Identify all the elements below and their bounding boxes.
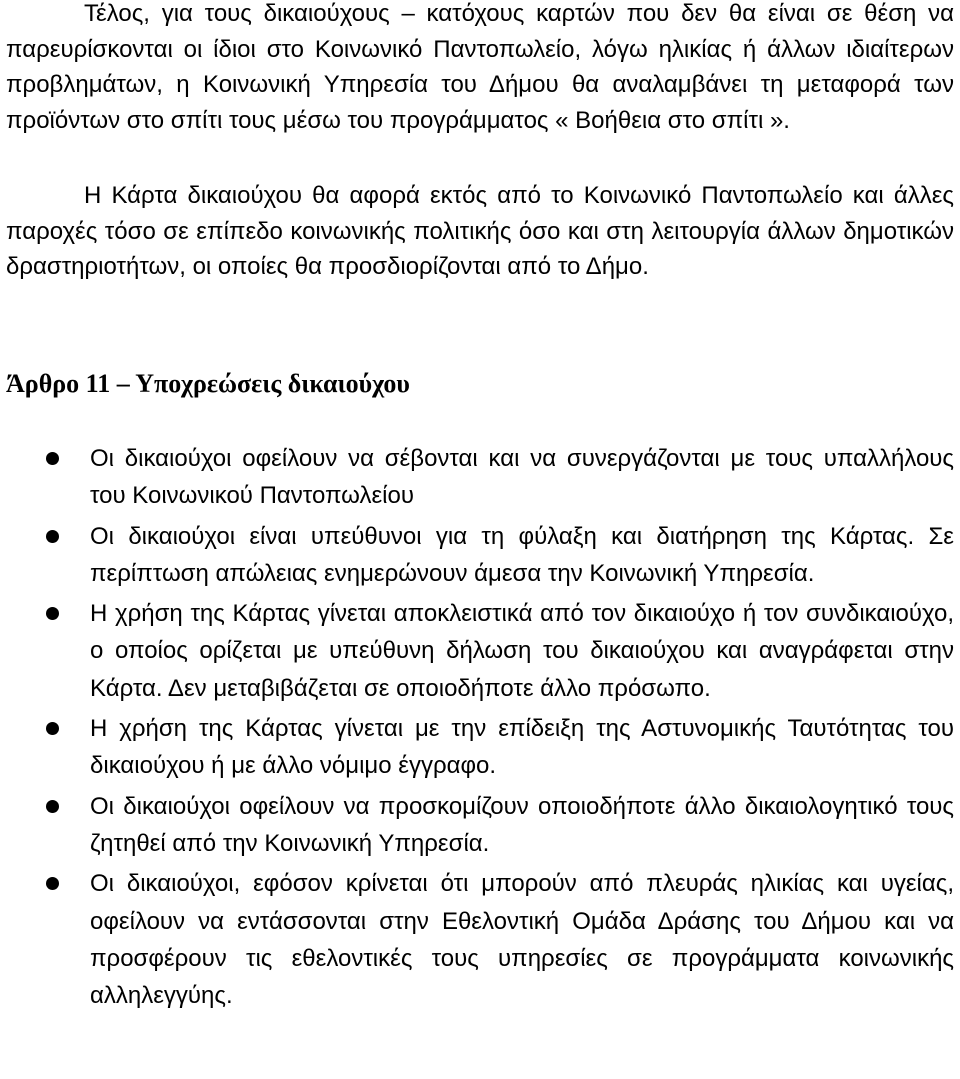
bullet-icon xyxy=(46,722,59,735)
paragraph-card-benefits: Η Κάρτα δικαιούχου θα αφορά εκτός από το Κοινωνικό Παντοπωλείο και άλλες παροχές τόσο σε επίπεδο κοινωνικής πολιτικής όσο και στη λειτουργία άλλων δημοτικών δραστηριοτήτων, οι οποίες θα προσδιορίζονται από το Δήμο. xyxy=(6,182,954,280)
obligations-list xyxy=(0,440,960,1017)
list-item xyxy=(0,595,960,707)
bullet-icon xyxy=(46,452,59,465)
list-item-text: Οι δικαιούχοι, εφόσον κρίνεται ότι μπορούν από πλευράς ηλικίας και υγείας, οφείλουν να εντάσσονται στην Εθελοντική Ομάδα Δράσης του Δήμου και να προσφέρουν τις εθελοντικές τους υπηρεσίες σε προγράμματα κοινωνικής αλληλεγγύης. xyxy=(90,870,954,1010)
list-item-text: Οι δικαιούχοι οφείλουν να προσκομίζουν οποιοδήποτε άλλο δικαιολογητικό τους ζητηθεί από την Κοινωνική Υπηρεσία. xyxy=(90,792,954,857)
list-item-text: Οι δικαιούχοι οφείλουν να σέβονται και να συνεργάζονται με τους υπαλλήλους του Κοινωνικού Παντοπωλείου xyxy=(90,445,954,510)
list-item xyxy=(0,865,960,1014)
article-heading: Άρθρο 11 – Υποχρεώσεις δικαιούχου xyxy=(6,369,410,398)
list-item-text: Η χρήση της Κάρτας γίνεται με την επίδειξη της Αστυνομικής Ταυτότητας του δικαιούχου ή με άλλο νόμιμο έγγραφο. xyxy=(90,715,954,780)
list-item xyxy=(0,440,960,515)
bullet-icon xyxy=(46,530,59,543)
list-item xyxy=(0,788,960,863)
bullet-icon xyxy=(46,800,59,813)
bullet-icon xyxy=(46,607,59,620)
bullet-icon xyxy=(46,877,59,890)
list-item-text: Οι δικαιούχοι είναι υπεύθυνοι για τη φύλαξη και διατήρηση της Κάρτας. Σε περίπτωση απώλειας ενημερώνουν άμεσα την Κοινωνική Υπηρεσία. xyxy=(90,522,954,587)
paragraph-home-delivery: Τέλος, για τους δικαιούχους – κατόχους καρτών που δεν θα είναι σε θέση να παρευρίσκονται οι ίδιοι στο Κοινωνικό Παντοπωλείο, λόγω ηλικίας ή άλλων ιδιαίτερων προβλημάτων, η Κοινωνική Υπηρεσία του Δήμου θα αναλαμβάνει τη μεταφορά των προϊόντων στο σπίτι τους μέσω του προγράμματος « Βοήθεια στο σπίτι ». xyxy=(6,0,954,134)
list-item-text: Η χρήση της Κάρτας γίνεται αποκλειστικά από τον δικαιούχο ή τον συνδικαιούχο, ο οποίος ορίζεται με υπεύθυνη δήλωση του δικαιούχου και αναγράφεται στην Κάρτα. Δεν μεταβιβάζεται σε οποιοδήποτε άλλο πρόσωπο. xyxy=(90,600,954,702)
list-item xyxy=(0,518,960,593)
list-item xyxy=(0,710,960,785)
